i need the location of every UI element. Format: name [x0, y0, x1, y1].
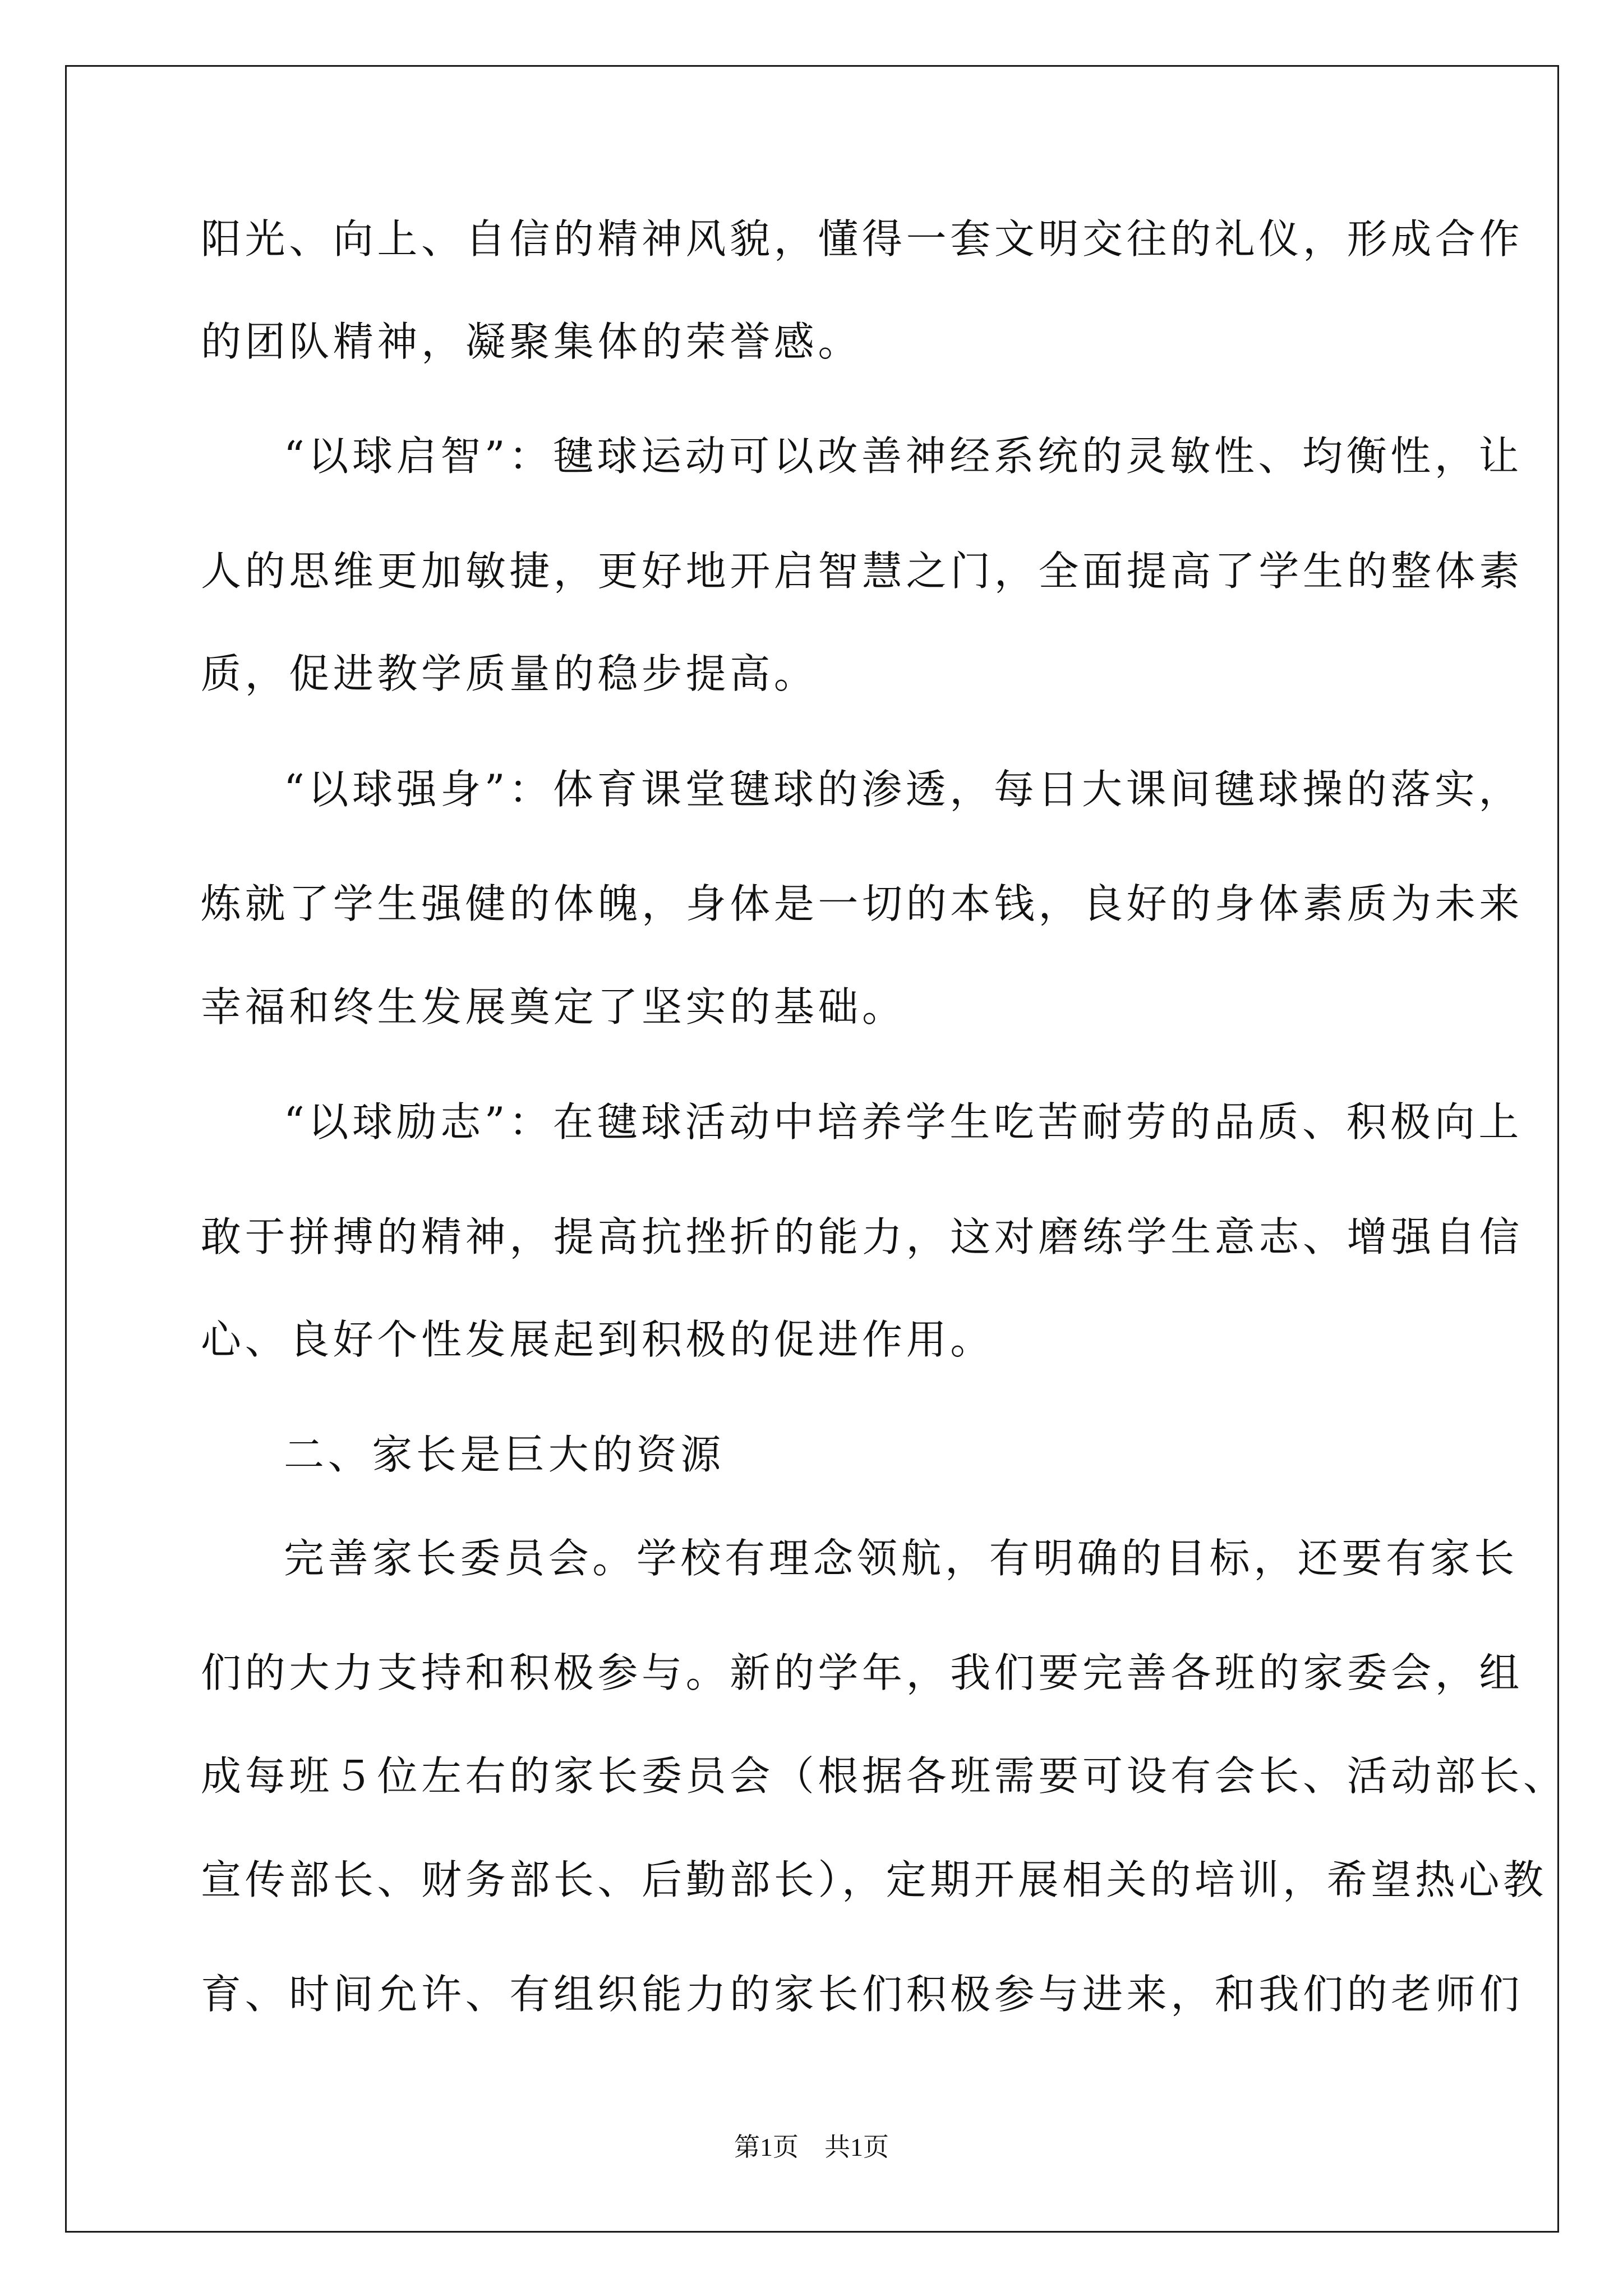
page-number: 第1页 共1页: [734, 2133, 889, 2161]
section-heading: 二、家长是巨大的资源: [284, 1431, 725, 1478]
text-line: 育、时间允许、有组织能力的家长们积极参与进来，和我们的老师们: [201, 1971, 1524, 2018]
text-line: “以球强身”：体育课堂毽球的渗透，每日大课间毽球操的落实，: [284, 766, 1523, 813]
text-line: 炼就了学生强健的体魄，身体是一切的本钱，良好的身体素质为未来: [201, 880, 1524, 927]
text-line: 幸福和终生发展奠定了坚实的基础。: [201, 983, 906, 1030]
text-line: 质，促进教学质量的稳步提高。: [201, 650, 818, 697]
text-line: 心、良好个性发展起到积极的促进作用。: [201, 1316, 994, 1363]
text-line: 成每班５位左右的家长委员会（根据各班需要可设有会长、活动部长、: [201, 1752, 1567, 1800]
text-line: 敢于拼搏的精神，提高抗挫折的能力，这对磨练学生意志、增强自信: [201, 1213, 1524, 1260]
text-line: “以球启智”：毽球运动可以改善神经系统的灵敏性、均衡性，让: [284, 432, 1523, 480]
text-line: 宣传部长、财务部长、后勤部长），定期开展相关的培训，希望热心教: [201, 1856, 1547, 1903]
text-line: “以球励志”：在毽球活动中培养学生吃苦耐劳的品质、积极向上: [284, 1098, 1523, 1145]
text-line: 人的思维更加敏捷，更好地开启智慧之门，全面提高了学生的整体素: [201, 547, 1524, 595]
text-line: 们的大力支持和积极参与。新的学年，我们要完善各班的家委会，组: [201, 1649, 1524, 1696]
text-line: 完善家长委员会。学校有理念领航，有明确的目标，还要有家长: [284, 1535, 1518, 1582]
text-line: 的团队精神，凝聚集体的荣誉感。: [201, 318, 863, 365]
page-border: [65, 65, 1559, 2233]
text-line: 阳光、向上、自信的精神风貌，懂得一套文明交往的礼仪，形成合作: [201, 215, 1524, 263]
